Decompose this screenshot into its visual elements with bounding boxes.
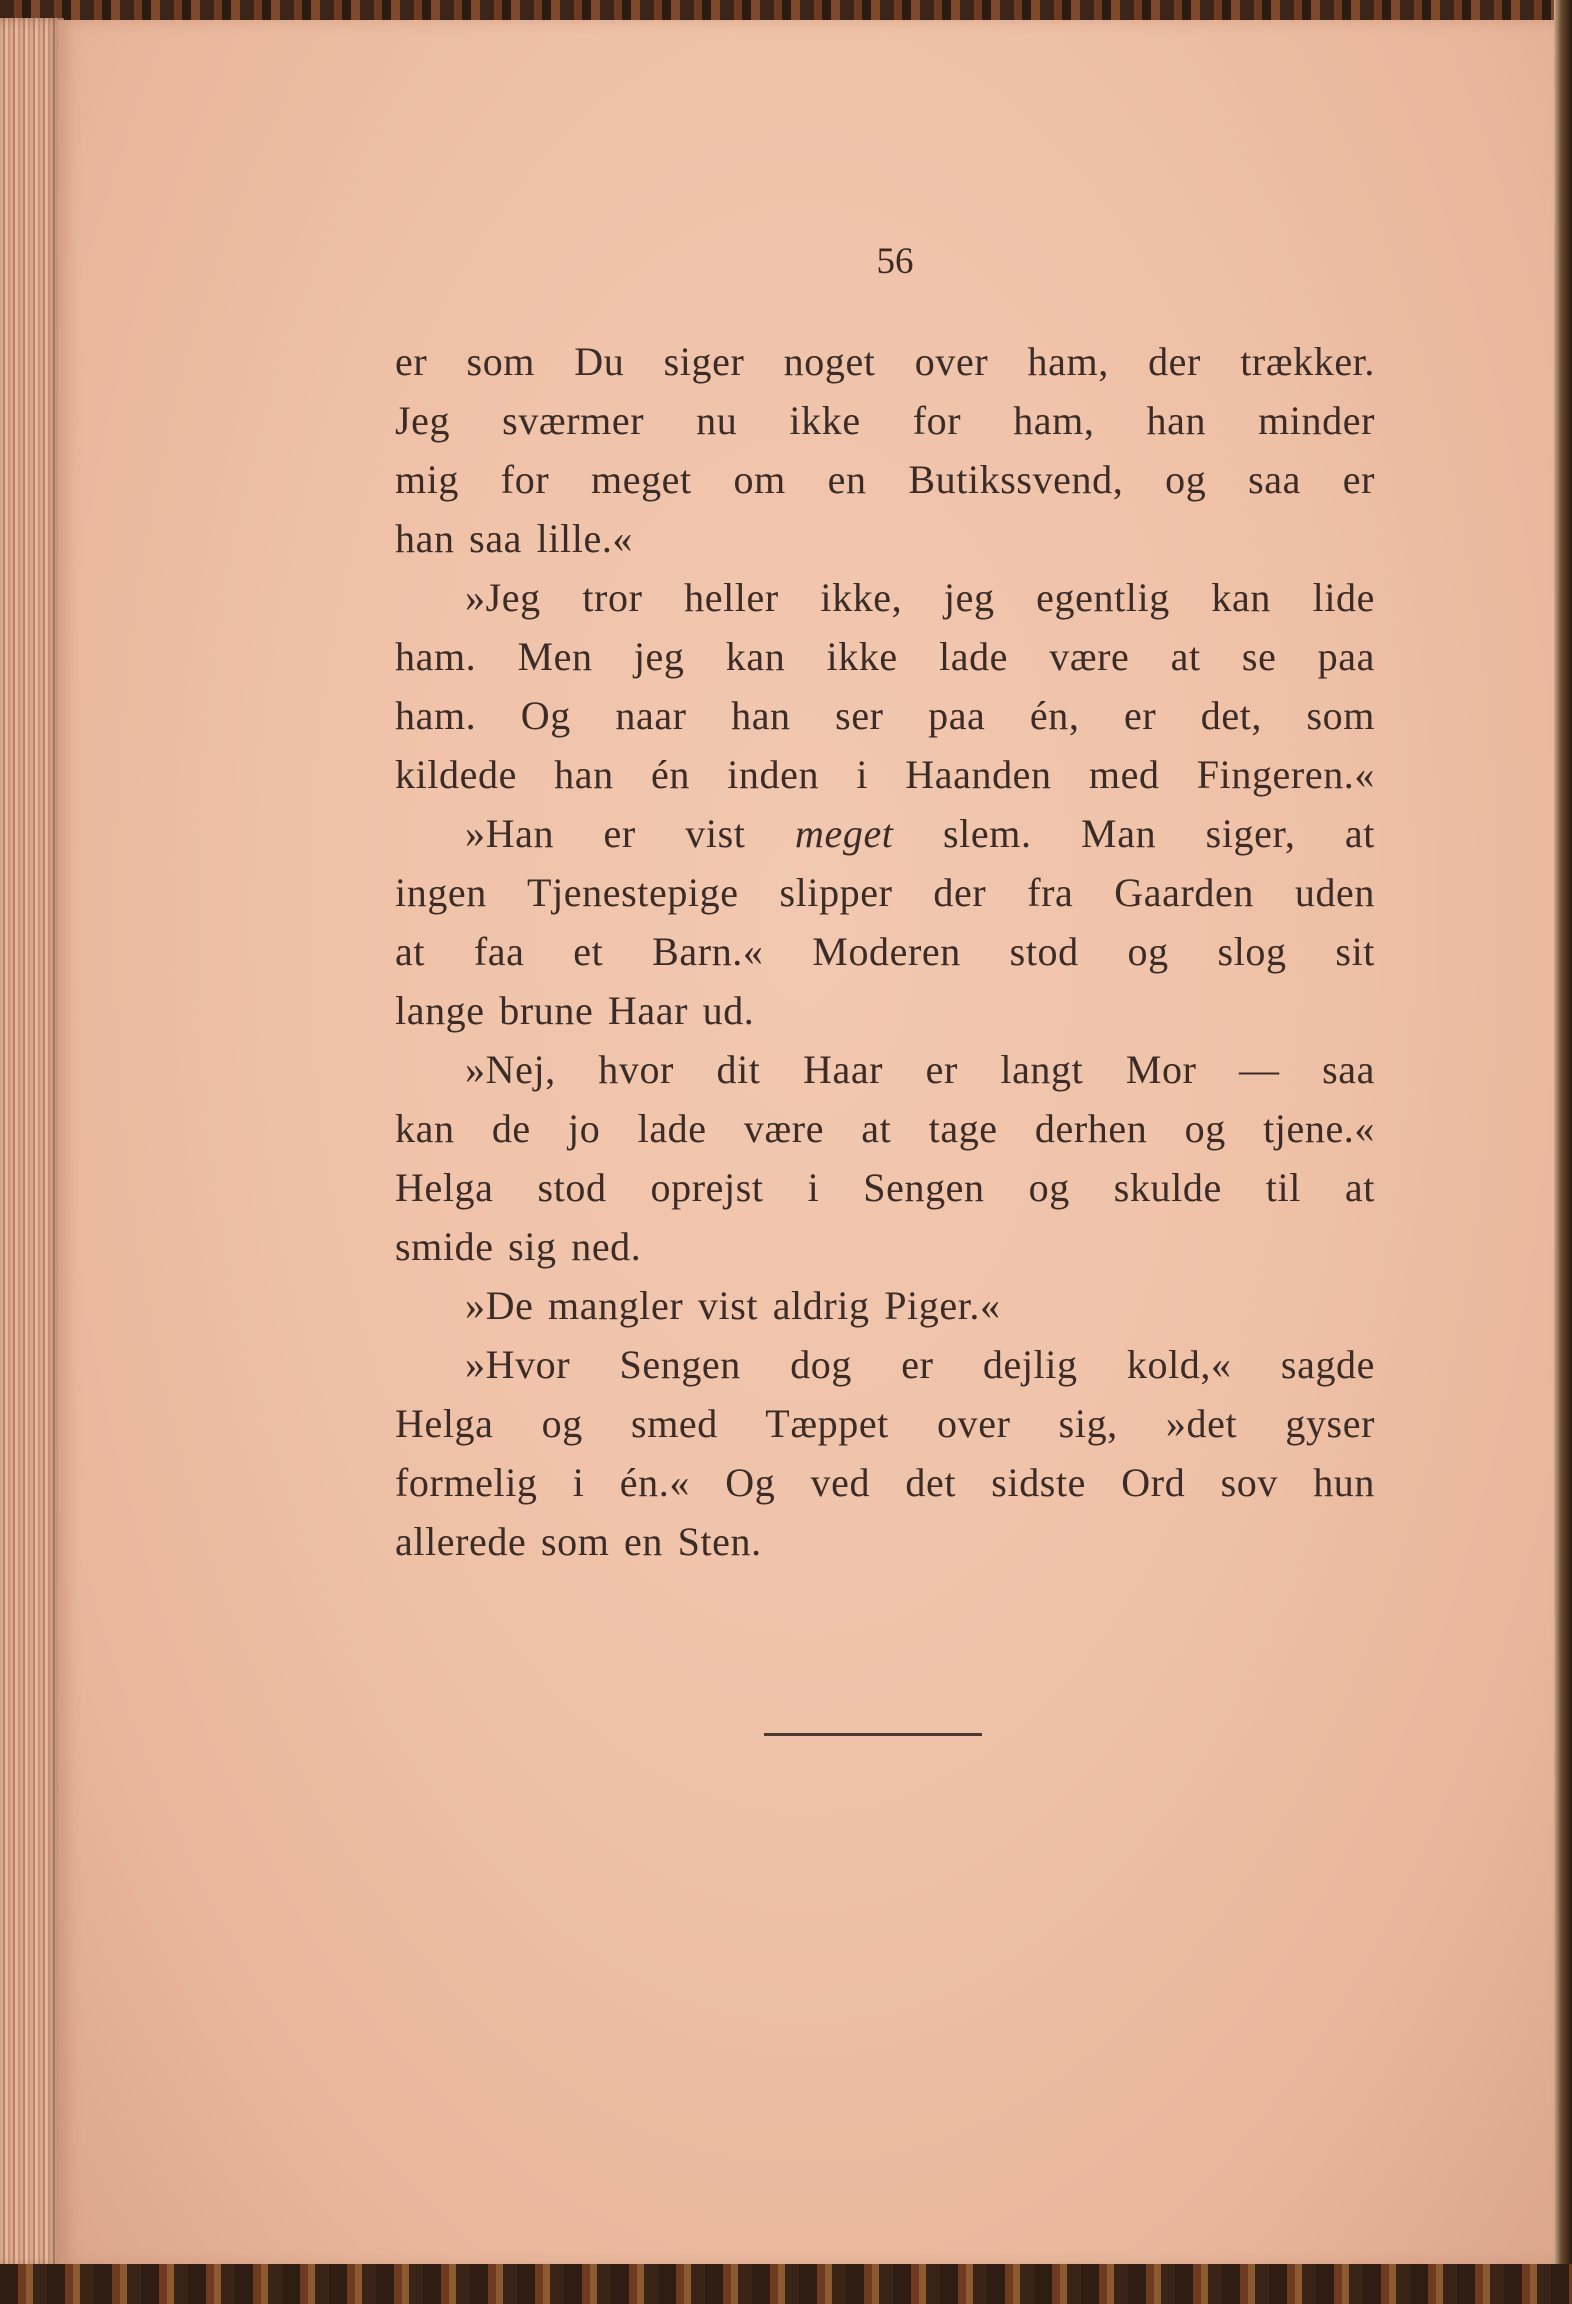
body-text	[395, 332, 1375, 1571]
text-line: at faa et Barn.« Moderen stod og slog sit	[395, 929, 1375, 974]
text-run: slem. Man siger, at	[943, 811, 1375, 856]
text-line: ham. Men jeg kan ikke lade være at se paa	[395, 634, 1375, 679]
section-rule	[764, 1733, 982, 1736]
text-line: smide sig ned.	[395, 1224, 642, 1269]
text-line: »De mangler vist aldrig Piger.«	[465, 1283, 1001, 1328]
text-line: ham. Og naar han ser paa én, er det, som	[395, 693, 1375, 738]
text-line: Helga og smed Tæppet over sig, »det gyser	[395, 1401, 1375, 1446]
text-line: han saa lille.«	[395, 516, 634, 561]
text-line: Helga stod oprejst i Sengen og skulde til at	[395, 1165, 1375, 1210]
book-bottom-edge	[0, 2264, 1572, 2304]
text-run: »Han er vist	[465, 811, 746, 856]
text-line: ingen Tjenestepige slipper der fra Gaarden uden	[395, 870, 1375, 915]
book-top-edge	[0, 0, 1572, 22]
text-line: »Nej, hvor dit Haar er langt Mor — saa	[465, 1047, 1375, 1092]
text-line: er som Du siger noget over ham, der trækker.	[395, 339, 1375, 384]
text-line: formelig i én.« Og ved det sidste Ord sov hun	[395, 1460, 1375, 1505]
text-line: allerede som en Sten.	[395, 1519, 762, 1564]
text-line: kan de jo lade være at tage derhen og tjene.«	[395, 1106, 1375, 1151]
page-stack-edge	[0, 18, 64, 2268]
text-line: kildede han én inden i Haanden med Fingeren.«	[395, 752, 1375, 797]
text-line: »Hvor Sengen dog er dejlig kold,« sagde	[465, 1342, 1375, 1387]
emphasis-text: meget	[795, 811, 894, 856]
text-line: mig for meget om en Butikssvend, og saa er	[395, 457, 1375, 502]
text-line: Jeg sværmer nu ikke for ham, han minder	[395, 398, 1375, 443]
text-line-mixed	[395, 804, 1375, 863]
book-right-edge	[1554, 0, 1572, 2304]
text-line: lange brune Haar ud.	[395, 988, 755, 1033]
page-number: 56	[876, 241, 914, 282]
text-line: »Jeg tror heller ikke, jeg egentlig kan lide	[465, 575, 1375, 620]
